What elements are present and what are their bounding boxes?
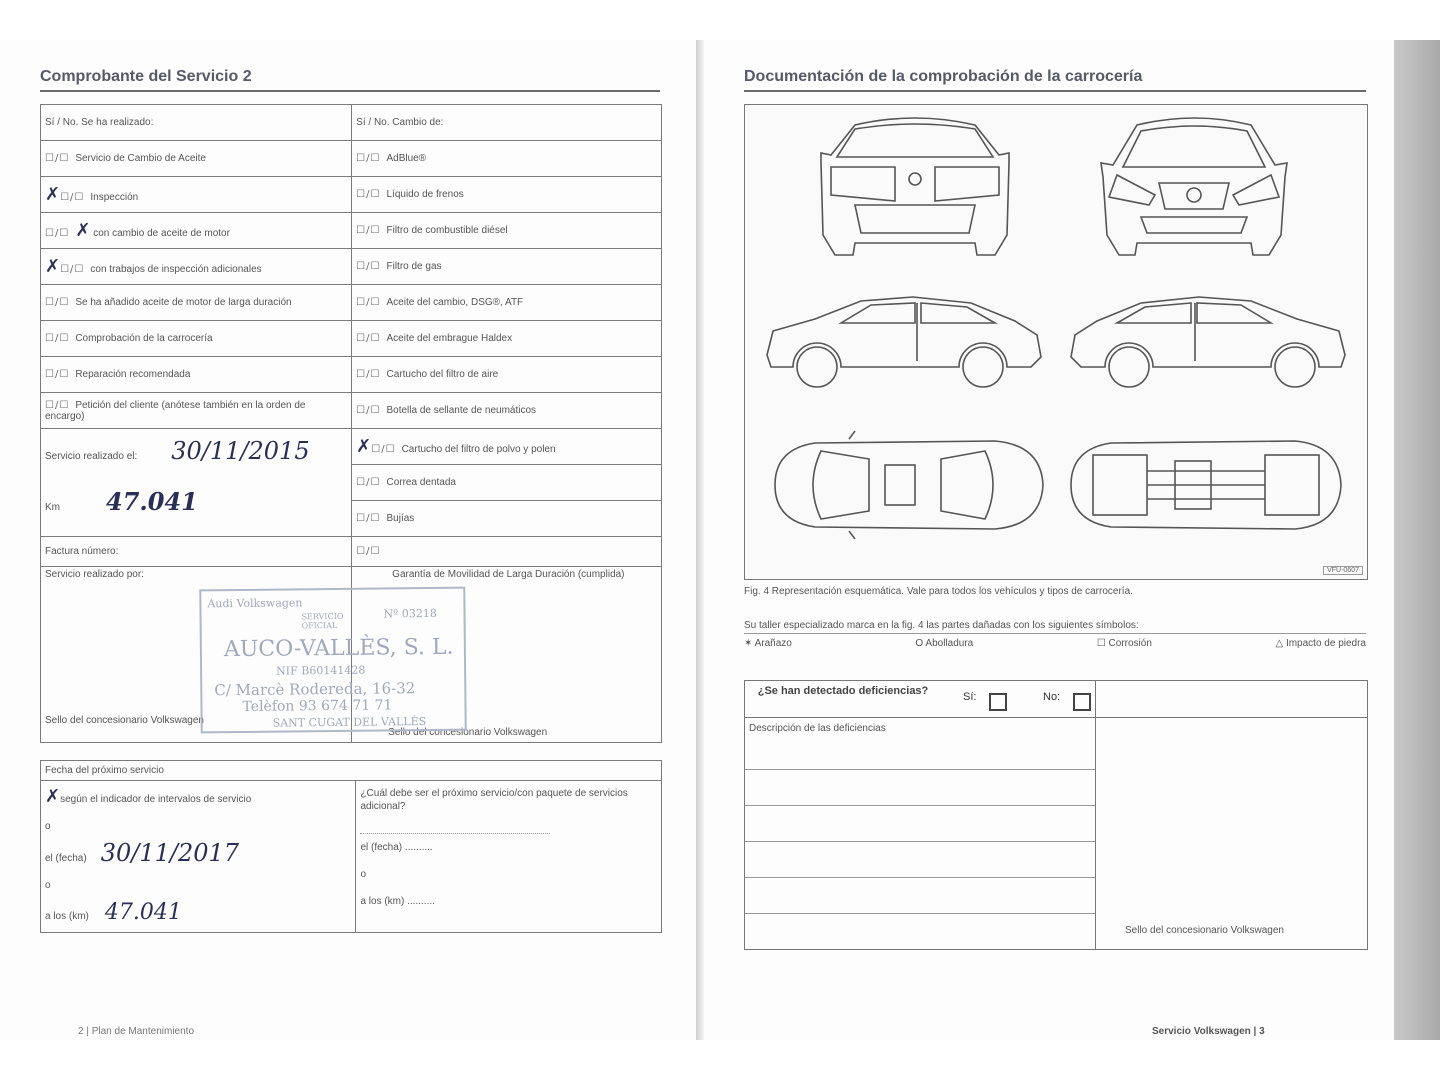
- service-date-value: 30/11/2015: [171, 437, 310, 465]
- left-item-row: [41, 321, 352, 357]
- next-service-table: [40, 760, 662, 933]
- description-line[interactable]: [745, 841, 1095, 842]
- right-item-row: [352, 393, 662, 429]
- checkbox-pair[interactable]: ☐/☐: [371, 444, 396, 455]
- checkbox-pair[interactable]: ☐/☐: [45, 153, 70, 164]
- right-item-row: [352, 141, 662, 177]
- right-item-label: Cartucho del filtro de aire: [386, 369, 499, 380]
- left-item-label: con cambio de aceite de motor: [93, 228, 230, 239]
- left-item-row: [41, 213, 352, 249]
- left-item-row: [41, 249, 352, 285]
- page-edge: [1394, 40, 1440, 1040]
- right-item-row: [352, 465, 662, 501]
- right-item-label: Cartucho del filtro de polvo y polen: [401, 444, 556, 455]
- right-item-row: [352, 177, 662, 213]
- right-item-label: Aceite del embrague Haldex: [386, 333, 513, 344]
- right-item-row: [352, 321, 662, 357]
- right-item-label: Correa dentada: [386, 477, 456, 488]
- stamp-nif: NIF B60141428: [276, 663, 366, 678]
- checkbox-pair[interactable]: ☐/☐: [356, 297, 381, 308]
- right-item-label: AdBlue®: [386, 153, 427, 164]
- next-right-date: el (fecha) ..........: [360, 842, 433, 853]
- checkbox-pair[interactable]: ☐/☐: [60, 264, 85, 275]
- km-value: 47.041: [106, 487, 198, 516]
- right-title-rule: [744, 90, 1366, 92]
- right-footer: Servicio Volkswagen | 3: [1152, 1026, 1265, 1037]
- car-top-view: [775, 431, 1043, 539]
- next-right-blank[interactable]: [360, 813, 550, 834]
- right-page-title: Documentación de la comprobación de la carrocería: [744, 68, 1143, 85]
- description-line[interactable]: [745, 805, 1095, 806]
- next-date-value: 30/11/2017: [100, 839, 240, 867]
- left-item-label: Inspección: [90, 192, 139, 203]
- next-right-km: a los (km) ..........: [360, 896, 435, 907]
- right-item-label: Bujías: [386, 513, 415, 524]
- car-rear-view: [821, 118, 1009, 255]
- checkbox-pair[interactable]: ☐/☐: [356, 261, 381, 272]
- stamp-city: SANT CUGAT DEL VALLÈS: [272, 715, 427, 730]
- checkbox-pair[interactable]: ☐/☐: [356, 405, 381, 416]
- instruction-text: Su taller especializado marca en la fig. 4 las partes dañadas con los siguientes símbolos:: [744, 620, 1366, 634]
- stamp-brands: Audi Volkswagen: [207, 596, 303, 611]
- stamp-name: AUCO-VALLÈS, S. L.: [223, 634, 454, 663]
- checkbox-pair[interactable]: ☐/☐: [45, 399, 70, 411]
- description-line[interactable]: [745, 877, 1095, 878]
- right-item-label: Botella de sellante de neumáticos: [386, 405, 537, 416]
- legend-corrosion: ☐ Corrosión: [1096, 638, 1152, 649]
- header-right: Sí / No. Cambio de:: [352, 105, 662, 141]
- left-item-row: [41, 177, 352, 213]
- warranty-text: Garantía de Movilidad de Larga Duración (cumplida): [392, 569, 625, 580]
- checkbox-pair[interactable]: ☐/☐: [45, 369, 70, 380]
- yes-checkbox[interactable]: [989, 693, 1007, 711]
- figure-code: VFU-0607: [1323, 566, 1363, 575]
- stamp-tag: SERVICIO OFICIAL: [301, 611, 344, 631]
- next-date-label: el (fecha): [45, 853, 87, 864]
- right-item-label: Aceite del cambio, DSG®, ATF: [386, 297, 524, 308]
- service-date-km-cell: [41, 429, 352, 537]
- left-item-label: Petición del cliente (anótese también en la orden de encargo): [45, 399, 306, 422]
- dealer-seal-right-label: Sello del concesionario Volkswagen: [388, 727, 548, 738]
- seal-area-rule: [1096, 717, 1367, 718]
- left-item-row: [41, 141, 352, 177]
- checkbox-pair[interactable]: ☐/☐: [356, 513, 381, 524]
- deficiencies-box: [744, 680, 1368, 950]
- checkbox-pair[interactable]: ☐/☐: [60, 192, 85, 203]
- left-page-title: Comprobante del Servicio 2: [40, 68, 252, 85]
- next-or-1: o: [45, 821, 51, 832]
- next-right-question: ¿Cuál debe ser el próximo servicio/con paquete de servicios adicional?: [360, 788, 628, 812]
- right-item-row: [352, 537, 662, 567]
- next-km-value: 47.041: [104, 900, 182, 925]
- no-label: No:: [1043, 691, 1061, 703]
- legend-scratch: ✶ Arañazo: [744, 638, 792, 649]
- cross-mark: ✗: [45, 256, 61, 277]
- deficiencies-question: ¿Se han detectado deficiencias?: [757, 685, 929, 697]
- left-title-rule: [40, 90, 660, 92]
- right-item-row: [352, 213, 662, 249]
- left-item-label: con trabajos de inspección adicionales: [90, 264, 262, 275]
- invoice-cell: Factura número:: [41, 537, 352, 567]
- left-item-label: Se ha añadido aceite de motor de larga duración: [75, 297, 292, 308]
- checkbox-pair[interactable]: ☐/☐: [45, 297, 70, 308]
- next-or-2: o: [45, 880, 51, 891]
- car-side-right-view: [1071, 297, 1345, 387]
- checkbox-pair[interactable]: ☐/☐: [356, 225, 381, 236]
- left-item-row: [41, 393, 352, 429]
- right-item-label: Filtro de combustible diésel: [386, 225, 508, 236]
- car-diagram-svg: [745, 105, 1367, 579]
- right-item-row: [352, 501, 662, 537]
- legend-row: [744, 638, 1366, 649]
- checkbox-pair[interactable]: ☐/☐: [356, 477, 381, 488]
- right-item-label: Filtro de gas: [386, 261, 442, 272]
- checkbox-pair[interactable]: ☐/☐: [356, 369, 381, 380]
- description-line[interactable]: [745, 769, 1095, 770]
- stamp-number: Nº 03218: [383, 606, 437, 621]
- checkbox-pair[interactable]: ☐/☐: [356, 189, 381, 200]
- description-label: Descripción de las deficiencias: [749, 723, 886, 734]
- checkbox-pair[interactable]: ☐/☐: [45, 228, 70, 239]
- car-underbody-view: [1071, 441, 1341, 529]
- left-item-label: Servicio de Cambio de Aceite: [75, 153, 206, 164]
- dealer-seal-left-label: Sello del concesionario Volkswagen: [45, 715, 204, 726]
- right-item-row: [352, 429, 662, 465]
- checkbox-pair[interactable]: ☐/☐: [356, 333, 381, 344]
- header-left: Sí / No. Se ha realizado:: [41, 105, 352, 141]
- book-gutter: [696, 40, 704, 1040]
- left-item-label: Reparación recomendada: [75, 369, 191, 380]
- cross-mark: ✗: [45, 184, 61, 205]
- car-side-left-view: [767, 297, 1041, 387]
- deficiencies-header: [745, 681, 1095, 718]
- next-or-3: o: [360, 869, 367, 880]
- right-dealer-seal-label: Sello del concesionario Volkswagen: [1125, 925, 1284, 936]
- legend-dent: O Abolladura: [915, 638, 974, 649]
- next-left-indicator: según el indicador de intervalos de servicio: [60, 794, 252, 805]
- checkbox-pair[interactable]: ☐/☐: [356, 153, 381, 164]
- left-item-row: [41, 285, 352, 321]
- checkbox-pair[interactable]: ☐/☐: [356, 546, 381, 557]
- left-item-row: [41, 357, 352, 393]
- left-item-label: Comprobación de la carrocería: [75, 333, 213, 344]
- next-service-right-cell: [356, 781, 662, 933]
- car-front-view: [1101, 118, 1287, 255]
- yes-label: Sí:: [963, 691, 977, 703]
- km-label: Km: [45, 502, 60, 513]
- legend-stone-chip: △ Impacto de piedra: [1275, 638, 1366, 649]
- stamp-address: C/ Marcè Rodereda, 16-32: [214, 679, 416, 700]
- right-item-label: Líquido de frenos: [386, 189, 464, 200]
- service-date-label: Servicio realizado el:: [45, 451, 138, 462]
- left-footer: 2 | Plan de Mantenimiento: [78, 1026, 195, 1037]
- checkbox-pair[interactable]: ☐/☐: [45, 333, 70, 344]
- description-line[interactable]: [745, 913, 1095, 914]
- cross-mark: ✗: [45, 786, 61, 807]
- stamp-phone: Telèfon 93 674 71 71: [242, 697, 393, 715]
- car-diagram-figure: [744, 104, 1368, 580]
- right-item-row: [352, 357, 662, 393]
- right-item-row: [352, 285, 662, 321]
- dealer-stamp: [199, 587, 466, 734]
- performed-by-label: Servicio realizado por:: [45, 569, 144, 580]
- figure-caption: Fig. 4 Representación esquemática. Vale para todos los vehículos y tipos de carrocería.: [744, 586, 1133, 597]
- cross-mark: ✗: [75, 220, 91, 241]
- right-item-row: [352, 249, 662, 285]
- next-service-left-cell: [41, 781, 356, 933]
- no-checkbox[interactable]: [1073, 693, 1091, 711]
- next-km-label: a los (km): [45, 911, 89, 922]
- cross-mark: ✗: [356, 436, 372, 457]
- next-service-title: Fecha del próximo servicio: [41, 761, 662, 781]
- deficiencies-divider: [1095, 681, 1096, 949]
